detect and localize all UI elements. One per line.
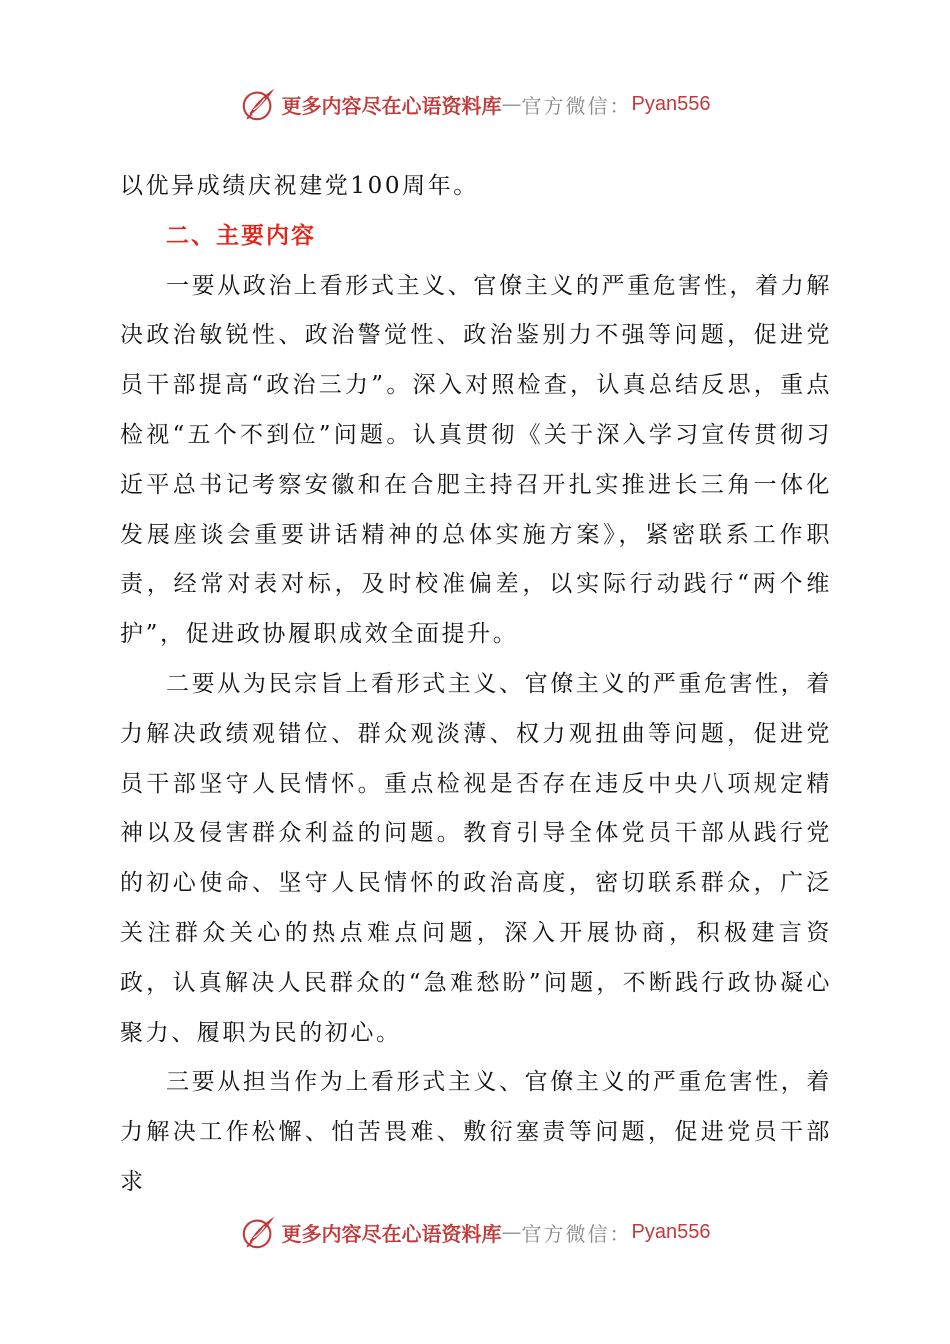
quill-pen-seal-icon: [240, 85, 278, 123]
document-body: [120, 162, 832, 1208]
banner-site-text: 更多内容尽在心语资料库: [281, 93, 502, 118]
footer-wechat-id: Pyan556: [631, 1220, 711, 1243]
paragraph-3: 三要从担当作为上看形式主义、官僚主义的严重危害性，着力解决工作松懈、怕苦畏难、敷衍塞责等问题，促进党员干部求: [120, 1069, 832, 1195]
quill-pen-seal-icon: [240, 1213, 278, 1251]
footer-dash: —: [501, 1220, 522, 1244]
footer-banner: [0, 1210, 950, 1254]
header-banner: [0, 82, 950, 126]
footer-site-text: 更多内容尽在心语资料库: [281, 1221, 502, 1246]
banner-wechat-id: Pyan556: [631, 92, 711, 115]
paragraph-1: 一要从政治上看形式主义、官僚主义的严重危害性，着力解决政治敏锐性、政治警觉性、政治鉴别力不强等问题，促进党员干部提高“政治三力”。深入对照检查，认真总结反思，重点检视“五个不到位”问题。认真贯彻《关于深入学习宣传贯彻习近平总书记考察安徽和在合肥主持召开扎实推进长三角一体化发展座谈会重要讲话精神的总体实施方案》，紧密联系工作职责，经常对表对标，及时校准偏差，以实际行动践行“两个维护”，促进政协履职成效全面提升。: [120, 272, 832, 648]
section-heading: 二、主要内容: [166, 222, 316, 249]
intro-line: 以优异成绩庆祝建党100周年。: [120, 173, 479, 199]
banner-dash: —: [501, 92, 522, 116]
paragraph-2: 二要从为民宗旨上看形式主义、官僚主义的严重危害性，着力解决政绩观错位、群众观淡薄、权力观扭曲等问题，促进党员干部坚守人民情怀。重点检视是否存在违反中央八项规定精神以及侵害群众利益的问题。教育引导全体党员干部从践行党的初心使命、坚守人民情怀的政治高度，密切联系群众，广泛关注群众关心的热点难点问题，深入开展协商，积极建言资政，认真解决人民群众的“急难愁盼”问题，不断践行政协凝心聚力、履职为民的初心。: [120, 670, 832, 1046]
footer-wechat-label: 官方微信：: [521, 1221, 632, 1246]
banner-wechat-label: 官方微信：: [521, 93, 632, 118]
